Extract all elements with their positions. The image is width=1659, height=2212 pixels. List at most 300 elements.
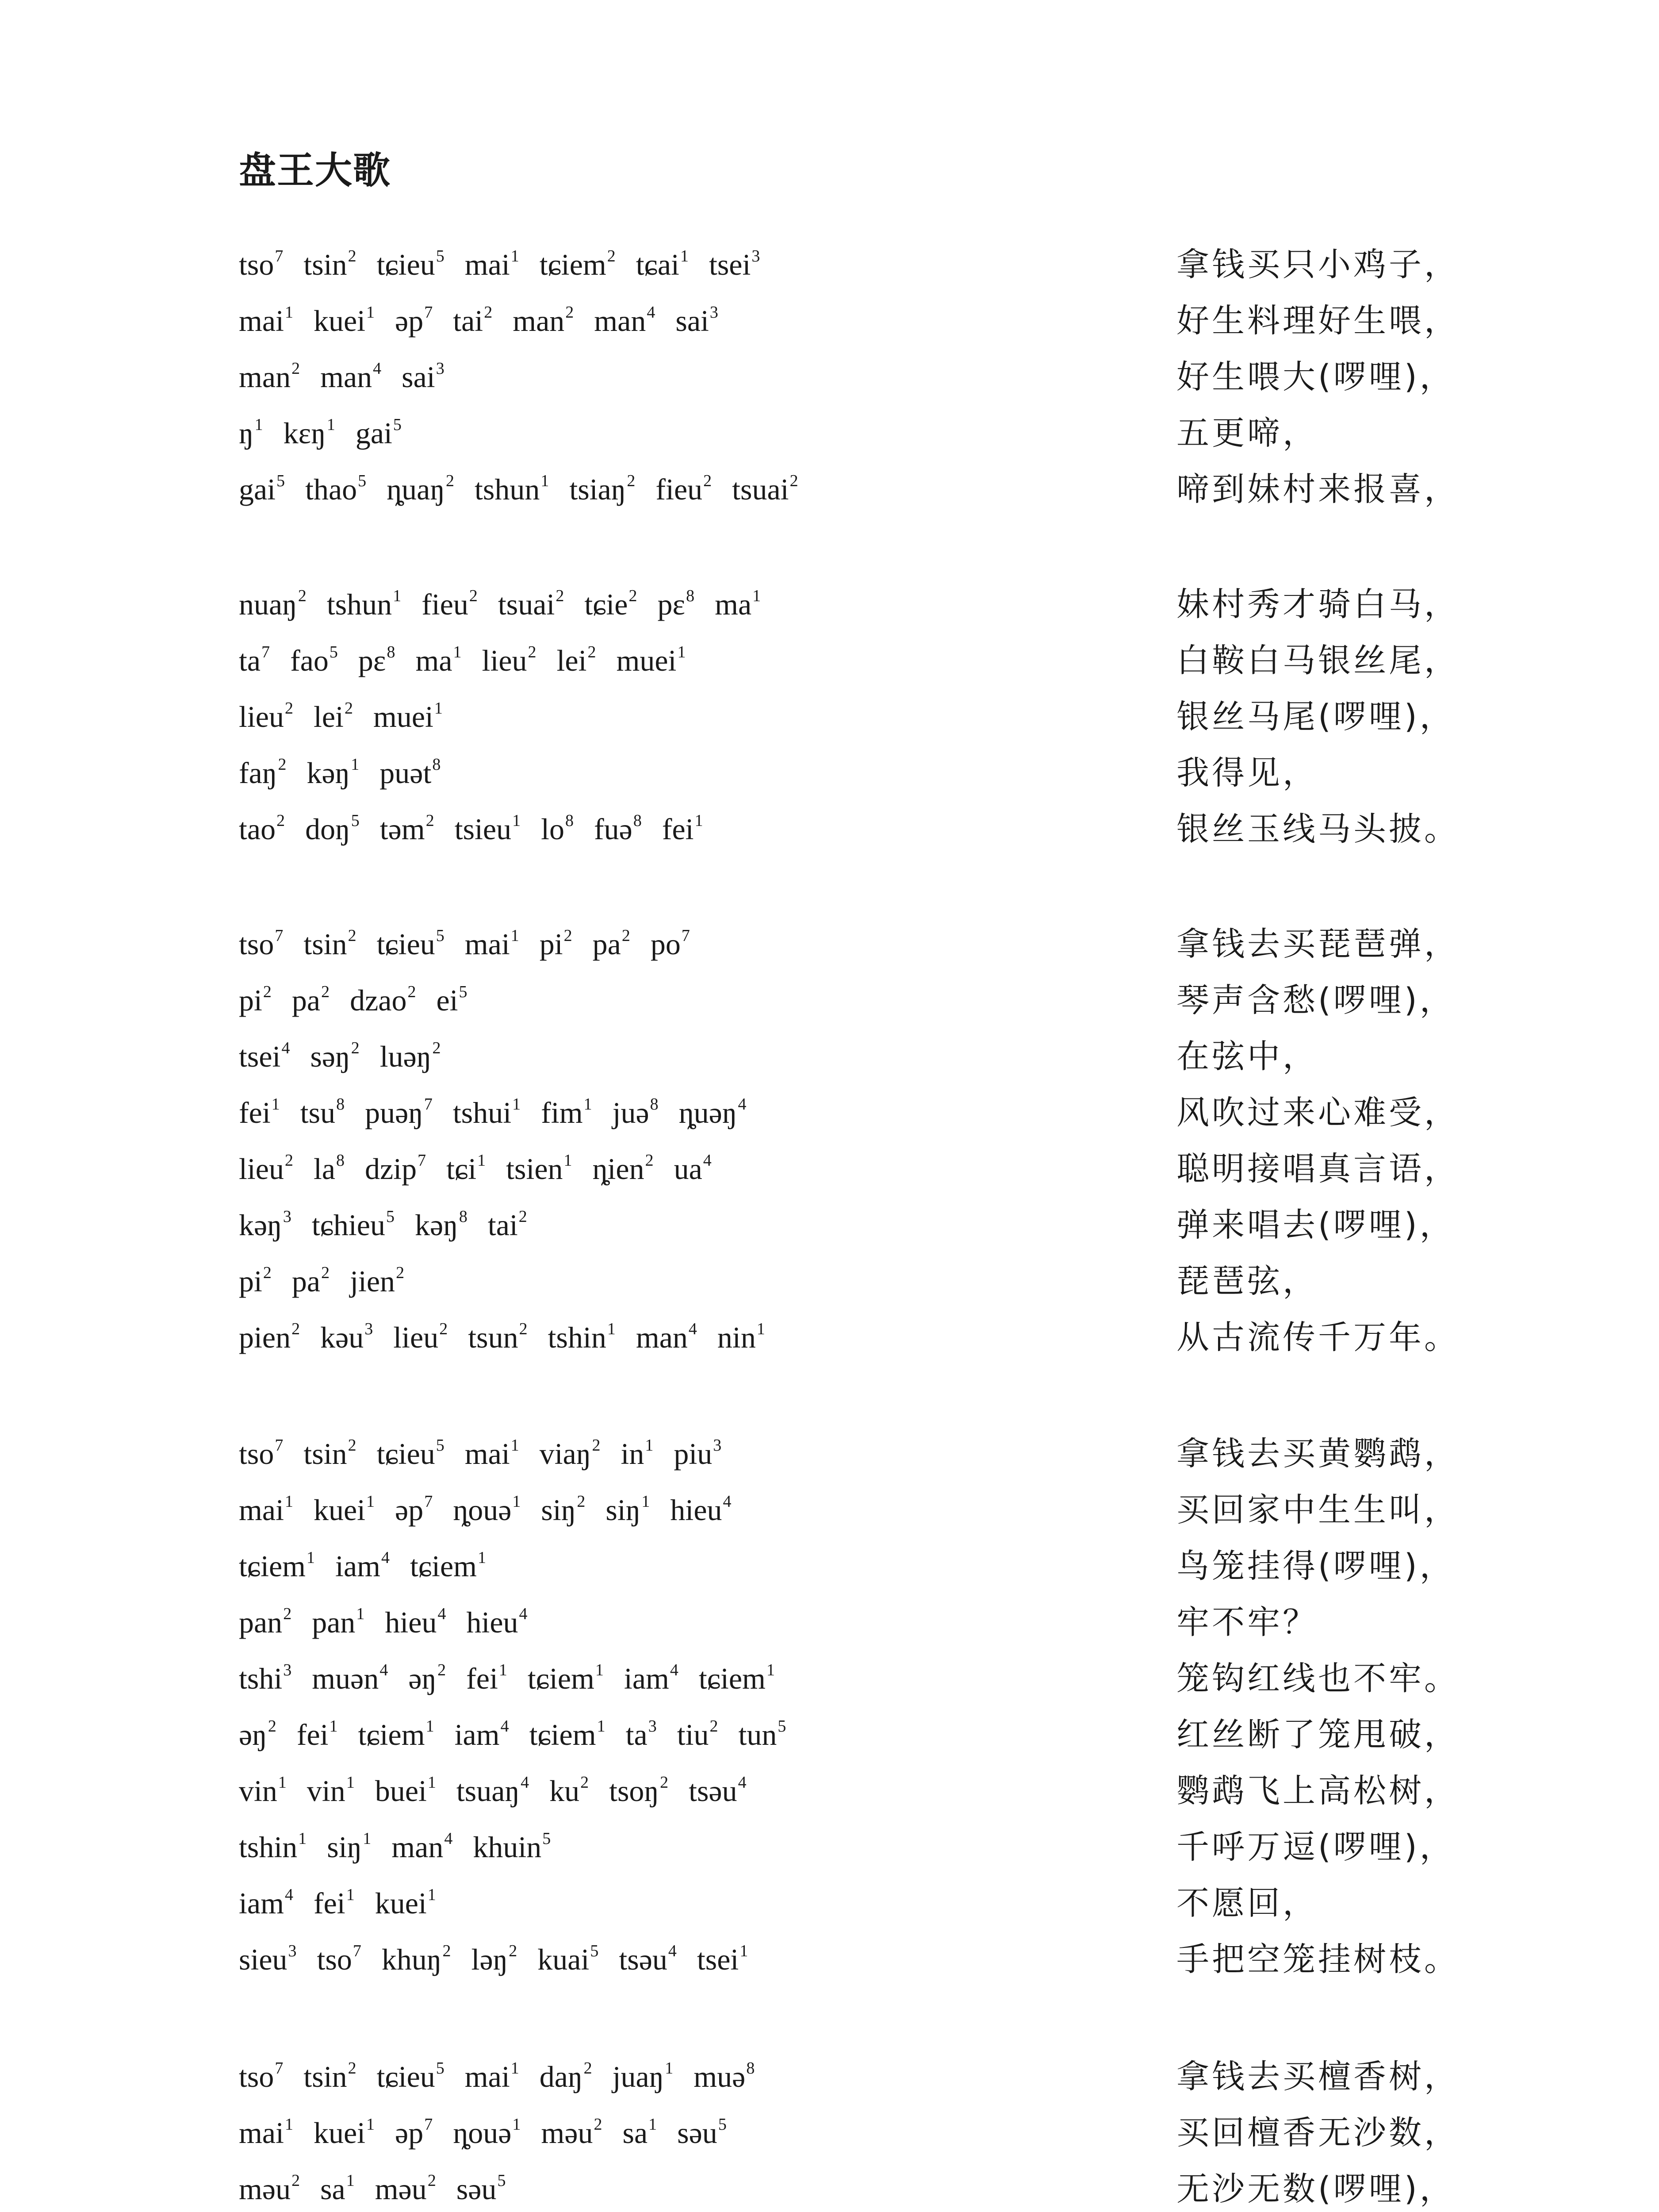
tone-number: 2 xyxy=(344,699,353,718)
syllable-text: gai xyxy=(355,416,392,450)
tone-number: 8 xyxy=(459,1207,467,1226)
syllable xyxy=(619,1932,677,1988)
syllable xyxy=(303,2049,356,2105)
verse-line xyxy=(0,1932,1659,1988)
syllable xyxy=(455,1707,509,1763)
syllable-text: fei xyxy=(296,1718,329,1751)
verse-line xyxy=(0,2161,1659,2212)
syllable xyxy=(594,801,642,857)
tone-number: 1 xyxy=(478,1548,487,1567)
syllable xyxy=(689,1763,747,1819)
syllable-text: jien xyxy=(350,1264,395,1298)
tone-number: 1 xyxy=(563,1151,572,1170)
tone-number: 2 xyxy=(437,1661,446,1679)
tone-number: 2 xyxy=(284,699,293,718)
syllable xyxy=(303,237,356,293)
romanization xyxy=(239,1482,752,1538)
tone-number: 1 xyxy=(512,1095,521,1114)
chinese-translation: 弹来唱去(啰哩)， xyxy=(1176,1206,1455,1244)
syllable xyxy=(320,1310,373,1366)
tone-number: 1 xyxy=(363,1829,372,1848)
syllable xyxy=(239,1197,291,1253)
syllable xyxy=(529,1707,605,1763)
tone-number: 2 xyxy=(283,1605,292,1623)
syllable-text: pa xyxy=(592,927,621,961)
verse-line xyxy=(0,1651,1659,1707)
romanization xyxy=(239,916,710,972)
syllable-text: pi xyxy=(239,1264,262,1298)
tone-number: 1 xyxy=(512,1492,521,1511)
tone-number: 2 xyxy=(469,587,478,605)
syllable xyxy=(658,576,695,633)
syllable-text: tsun xyxy=(468,1321,518,1354)
syllable-text: ȵuəŋ xyxy=(678,1096,737,1129)
syllable xyxy=(717,1310,765,1366)
syllable xyxy=(697,1932,748,1988)
syllable xyxy=(292,972,330,1029)
tone-number: 2 xyxy=(628,587,637,605)
verse-line xyxy=(0,1819,1659,1875)
verse-line xyxy=(0,1085,1659,1141)
syllable-text: tun xyxy=(738,1718,777,1751)
tone-number: 7 xyxy=(275,1436,284,1455)
tone-number: 3 xyxy=(436,359,444,378)
tone-number: 2 xyxy=(439,1320,448,1338)
chinese-translation: 聪明接唱真言语， xyxy=(1176,1150,1460,1188)
romanization xyxy=(239,576,781,633)
syllable-text: fieu xyxy=(655,472,703,506)
syllable-text: man xyxy=(239,360,291,394)
syllable xyxy=(239,972,272,1029)
tone-number: 1 xyxy=(510,247,519,265)
syllable xyxy=(239,1426,283,1482)
tone-number: 1 xyxy=(427,1773,436,1792)
tone-number: 1 xyxy=(583,1095,592,1114)
tone-number: 8 xyxy=(746,2059,755,2078)
tone-number: 7 xyxy=(275,926,284,945)
syllable-text: lieu xyxy=(393,1321,439,1354)
tone-number: 2 xyxy=(587,643,596,661)
syllable xyxy=(239,1707,276,1763)
syllable xyxy=(300,1085,345,1141)
syllable-text: məu xyxy=(541,2116,593,2150)
syllable-text: tsuai xyxy=(498,588,555,621)
tone-number: 8 xyxy=(565,811,574,830)
syllable-text: tɕiem xyxy=(529,1718,596,1751)
syllable-text: mai xyxy=(239,2116,284,2150)
tone-number: 2 xyxy=(263,983,272,1001)
tone-number: 2 xyxy=(291,359,300,378)
syllable-text: ȵouə xyxy=(453,1493,512,1527)
chinese-translation: 妹村秀才骑白马， xyxy=(1176,585,1460,623)
chinese-translation: 在弦中， xyxy=(1176,1037,1318,1075)
tone-number: 2 xyxy=(583,2059,592,2078)
syllable-text: siŋ xyxy=(605,1493,641,1527)
syllable-text: iam xyxy=(239,1886,284,1920)
syllable xyxy=(375,1875,436,1932)
syllable xyxy=(541,1482,585,1538)
tone-number: 2 xyxy=(577,1492,586,1511)
verse-line xyxy=(0,745,1659,801)
tone-number: 5 xyxy=(393,415,402,434)
syllable xyxy=(488,1197,527,1253)
tone-number: 5 xyxy=(718,2115,727,2134)
syllable xyxy=(613,2049,674,2105)
syllable-text: kəŋ xyxy=(307,756,350,790)
tone-number: 5 xyxy=(778,1717,786,1736)
chinese-translation: 白鞍白马银丝尾， xyxy=(1176,641,1460,680)
syllable xyxy=(239,1875,293,1932)
tone-number: 1 xyxy=(284,1492,293,1511)
verse-line xyxy=(0,2105,1659,2161)
tone-number: 3 xyxy=(713,1436,722,1455)
romanization xyxy=(239,1819,571,1875)
syllable-text: tɕie xyxy=(584,588,628,621)
syllable-text: man xyxy=(594,304,646,338)
syllable xyxy=(377,1426,444,1482)
tone-number: 1 xyxy=(425,1717,434,1736)
syllable-text: tso xyxy=(239,2060,274,2093)
syllable xyxy=(239,633,270,689)
tone-number: 1 xyxy=(680,247,689,265)
syllable-text: ei xyxy=(436,983,458,1017)
syllable-text: ku xyxy=(549,1774,580,1808)
tone-number: 7 xyxy=(275,247,284,265)
syllable xyxy=(465,2049,519,2105)
syllable xyxy=(307,1763,355,1819)
syllable-text: tɕieu xyxy=(376,1437,435,1471)
syllable xyxy=(528,1651,604,1707)
syllable xyxy=(239,1763,287,1819)
syllable xyxy=(662,801,703,857)
tone-number: 1 xyxy=(254,415,263,434)
syllable xyxy=(312,1197,395,1253)
tone-number: 1 xyxy=(346,2171,355,2190)
tone-number: 2 xyxy=(484,303,493,322)
syllable-text: tɕiem xyxy=(539,248,606,281)
chinese-translation: 千呼万逗(啰哩)， xyxy=(1176,1828,1455,1866)
syllable xyxy=(456,2161,506,2212)
romanization xyxy=(239,1594,548,1651)
syllable-text: doŋ xyxy=(305,812,350,846)
syllable xyxy=(436,972,467,1029)
syllable-text: əp xyxy=(395,1493,424,1527)
syllable xyxy=(358,633,395,689)
syllable-text: tsin xyxy=(303,2060,347,2093)
tone-number: 1 xyxy=(284,2115,293,2134)
verse-line xyxy=(0,2049,1659,2105)
syllable xyxy=(314,1141,345,1197)
tone-number: 1 xyxy=(393,587,402,605)
syllable-text: səŋ xyxy=(310,1040,350,1073)
syllable-text: pɛ xyxy=(358,644,386,677)
syllable xyxy=(465,1426,519,1482)
chinese-translation: 笼钩红线也不牢。 xyxy=(1176,1659,1460,1697)
syllable-text: pa xyxy=(291,983,321,1017)
syllable-text: hieu xyxy=(385,1605,437,1639)
syllable-text: pan xyxy=(239,1605,283,1639)
tone-number: 2 xyxy=(703,472,712,490)
syllable-text: mai xyxy=(239,304,284,338)
tone-number: 2 xyxy=(627,472,636,490)
tone-number: 1 xyxy=(434,699,443,718)
tone-number: 1 xyxy=(477,1151,486,1170)
stanza xyxy=(0,1426,1659,1988)
syllable-text: tsuaŋ xyxy=(456,1774,520,1808)
syllable-text: thao xyxy=(305,472,357,506)
chinese-translation: 我得见， xyxy=(1176,754,1318,792)
syllable-text: tsin xyxy=(303,927,347,961)
syllable xyxy=(636,1310,697,1366)
verse-line xyxy=(0,633,1659,689)
tone-number: 2 xyxy=(291,2171,300,2190)
syllable xyxy=(317,1932,361,1988)
tone-number: 5 xyxy=(590,1942,599,1960)
tone-number: 5 xyxy=(276,472,285,490)
chinese-translation: 买回家中生生叫， xyxy=(1176,1491,1460,1529)
chinese-translation: 无沙无数(啰哩)， xyxy=(1176,2170,1455,2208)
syllable-text: tɕiem xyxy=(239,1549,306,1583)
syllable xyxy=(593,1141,654,1197)
syllable-text: səu xyxy=(677,2116,717,2150)
syllable-text: pien xyxy=(239,1321,291,1354)
romanization xyxy=(239,237,780,293)
syllable-text: pɛ xyxy=(657,588,686,621)
syllable xyxy=(466,1651,507,1707)
tone-number: 1 xyxy=(510,2059,519,2078)
romanization xyxy=(239,1651,795,1707)
syllable-text: iam xyxy=(454,1718,500,1751)
tone-number: 1 xyxy=(597,1717,605,1736)
syllable-text: kəu xyxy=(320,1321,364,1354)
syllable-text: tsien xyxy=(506,1152,563,1186)
tone-number: 2 xyxy=(427,2171,436,2190)
syllable xyxy=(335,1538,390,1594)
syllable xyxy=(314,1875,355,1932)
chinese-translation: 好生喂大(啰哩)， xyxy=(1176,358,1455,396)
syllable xyxy=(623,2105,657,2161)
syllable xyxy=(239,2049,283,2105)
syllable-text: iam xyxy=(335,1549,381,1583)
verse-line xyxy=(0,801,1659,857)
syllable xyxy=(327,1819,371,1875)
syllable xyxy=(626,1707,657,1763)
syllable-text: tsei xyxy=(709,248,751,281)
tone-number: 4 xyxy=(703,1151,712,1170)
syllable-text: puəŋ xyxy=(365,1096,423,1129)
tone-number: 4 xyxy=(373,359,382,378)
syllable-text: tɕiem xyxy=(527,1662,594,1695)
syllable-text: faŋ xyxy=(239,756,277,790)
syllable xyxy=(541,2105,602,2161)
syllable-text: kəŋ xyxy=(239,1208,282,1242)
syllable xyxy=(305,801,360,857)
tone-number: 1 xyxy=(453,643,462,661)
syllable-text: siŋ xyxy=(327,1830,362,1864)
romanization xyxy=(239,1707,806,1763)
tone-number: 2 xyxy=(321,983,330,1001)
chinese-translation: 不愿回， xyxy=(1176,1884,1318,1922)
chinese-translation: 手把空笼挂树枝。 xyxy=(1176,1940,1460,1978)
syllable-text: khuŋ xyxy=(381,1943,442,1976)
syllable xyxy=(239,405,263,461)
romanization xyxy=(239,633,706,689)
tone-number: 7 xyxy=(418,1151,426,1170)
syllable-text: juaŋ xyxy=(612,2060,664,2093)
tone-number: 2 xyxy=(621,926,630,945)
syllable-text: lei xyxy=(556,644,587,677)
chinese-translation: 红丝断了笼甩破， xyxy=(1176,1716,1460,1754)
tone-number: 1 xyxy=(510,926,519,945)
syllable xyxy=(677,2105,727,2161)
syllable-text: tɕiem xyxy=(358,1718,425,1751)
syllable-text: ȵien xyxy=(592,1152,644,1186)
syllable-text: ləŋ xyxy=(471,1943,508,1976)
syllable xyxy=(320,349,381,405)
syllable xyxy=(415,1197,467,1253)
verse-line xyxy=(0,1197,1659,1253)
syllable xyxy=(584,576,637,633)
syllable-text: kuei xyxy=(313,2116,366,2150)
syllable xyxy=(453,293,492,349)
syllable-text: la xyxy=(313,1152,336,1186)
syllable xyxy=(379,745,441,801)
syllable-text: sai xyxy=(675,304,709,338)
tone-number: 4 xyxy=(379,1661,388,1679)
tone-number: 1 xyxy=(284,303,293,322)
tone-number: 1 xyxy=(366,303,375,322)
syllable xyxy=(569,461,635,518)
syllable xyxy=(239,349,300,405)
tone-number: 2 xyxy=(348,247,356,265)
syllable xyxy=(312,1594,364,1651)
syllable-text: sieu xyxy=(239,1943,287,1976)
chinese-translation: 银丝马尾(啰哩)， xyxy=(1176,698,1455,736)
syllable-text: pi xyxy=(239,983,262,1017)
syllable-text: luəŋ xyxy=(379,1040,432,1073)
syllable xyxy=(239,1029,290,1085)
romanization xyxy=(239,689,463,745)
syllable xyxy=(651,916,690,972)
syllable xyxy=(594,293,655,349)
tone-number: 5 xyxy=(436,1436,444,1455)
tone-number: 5 xyxy=(542,1829,551,1848)
romanization xyxy=(239,461,819,518)
chinese-translation: 鹦鹉飞上高松树， xyxy=(1176,1772,1460,1810)
verse-line xyxy=(0,689,1659,745)
tone-number: 1 xyxy=(298,1829,307,1848)
chinese-translation: 拿钱买只小鸡子， xyxy=(1176,246,1460,284)
tone-number: 2 xyxy=(442,1942,451,1960)
verse-line xyxy=(0,1482,1659,1538)
syllable-text: hieu xyxy=(670,1493,722,1527)
syllable-text: viaŋ xyxy=(539,1437,591,1471)
tone-number: 2 xyxy=(592,1436,601,1455)
syllable-text: muei xyxy=(616,644,677,677)
syllable xyxy=(557,633,596,689)
tone-number: 5 xyxy=(386,1207,395,1226)
syllable-text: ȵuaŋ xyxy=(387,472,445,506)
verse-line xyxy=(0,1538,1659,1594)
tone-number: 3 xyxy=(648,1717,657,1736)
syllable-text: tɕieu xyxy=(376,248,435,281)
tone-number: 2 xyxy=(556,587,564,605)
syllable-text: fim xyxy=(541,1096,583,1129)
syllable-text: kəŋ xyxy=(414,1208,458,1242)
syllable xyxy=(391,1819,452,1875)
syllable xyxy=(395,293,433,349)
verse-line xyxy=(0,1253,1659,1310)
syllable xyxy=(303,1426,356,1482)
romanization xyxy=(239,1932,768,1988)
verse-line xyxy=(0,293,1659,349)
syllable xyxy=(320,2161,355,2212)
romanization xyxy=(239,2161,526,2212)
syllable-text: tsuai xyxy=(732,472,789,506)
syllable xyxy=(239,461,285,518)
tone-number: 3 xyxy=(709,303,718,322)
syllable-text: sai xyxy=(402,360,435,394)
syllable xyxy=(314,2105,375,2161)
syllable-text: dzao xyxy=(350,983,407,1017)
syllable-text: fei xyxy=(313,1886,345,1920)
tone-number: 2 xyxy=(563,926,572,945)
syllable-text: tsieu xyxy=(454,812,512,846)
syllable-text: ma xyxy=(715,588,752,621)
verse-line xyxy=(0,1141,1659,1197)
romanization xyxy=(239,293,739,349)
tone-number: 1 xyxy=(648,2115,657,2134)
syllable xyxy=(540,2049,592,2105)
tone-number: 1 xyxy=(607,1320,616,1338)
syllable-text: tsu xyxy=(300,1096,336,1129)
syllable-text: vin xyxy=(307,1774,345,1808)
syllable-text: fieu xyxy=(421,588,468,621)
syllable xyxy=(537,1932,598,1988)
tone-number: 7 xyxy=(275,2059,284,2078)
romanization xyxy=(239,1141,732,1197)
tone-number: 2 xyxy=(528,643,536,661)
chinese-translation: 拿钱去买琵琶弹， xyxy=(1176,925,1460,963)
syllable-text: məu xyxy=(239,2172,291,2206)
tone-number: 2 xyxy=(263,1263,272,1282)
tone-number: 8 xyxy=(336,1095,345,1114)
syllable xyxy=(365,1141,426,1197)
tone-number: 2 xyxy=(607,247,616,265)
tone-number: 4 xyxy=(670,1661,678,1679)
syllable xyxy=(466,1594,527,1651)
syllable-text: fao xyxy=(290,644,329,677)
chinese-translation: 买回檀香无沙数， xyxy=(1176,2114,1460,2152)
syllable-text: man xyxy=(320,360,372,394)
verse-line xyxy=(0,461,1659,518)
tone-number: 8 xyxy=(686,587,695,605)
syllable xyxy=(385,1594,446,1651)
syllable-text: tɕhieu xyxy=(311,1208,385,1242)
syllable xyxy=(239,1538,315,1594)
syllable-text: tshun xyxy=(474,472,540,506)
syllable-text: puət xyxy=(379,756,432,790)
tone-number: 1 xyxy=(351,755,360,774)
syllable-text: təm xyxy=(379,812,425,846)
tone-number: 2 xyxy=(594,2115,602,2134)
syllable xyxy=(314,689,353,745)
syllable xyxy=(616,633,686,689)
syllable xyxy=(540,1426,601,1482)
syllable-text: tɕiem xyxy=(410,1549,477,1583)
verse-line xyxy=(0,1594,1659,1651)
syllable xyxy=(498,576,564,633)
